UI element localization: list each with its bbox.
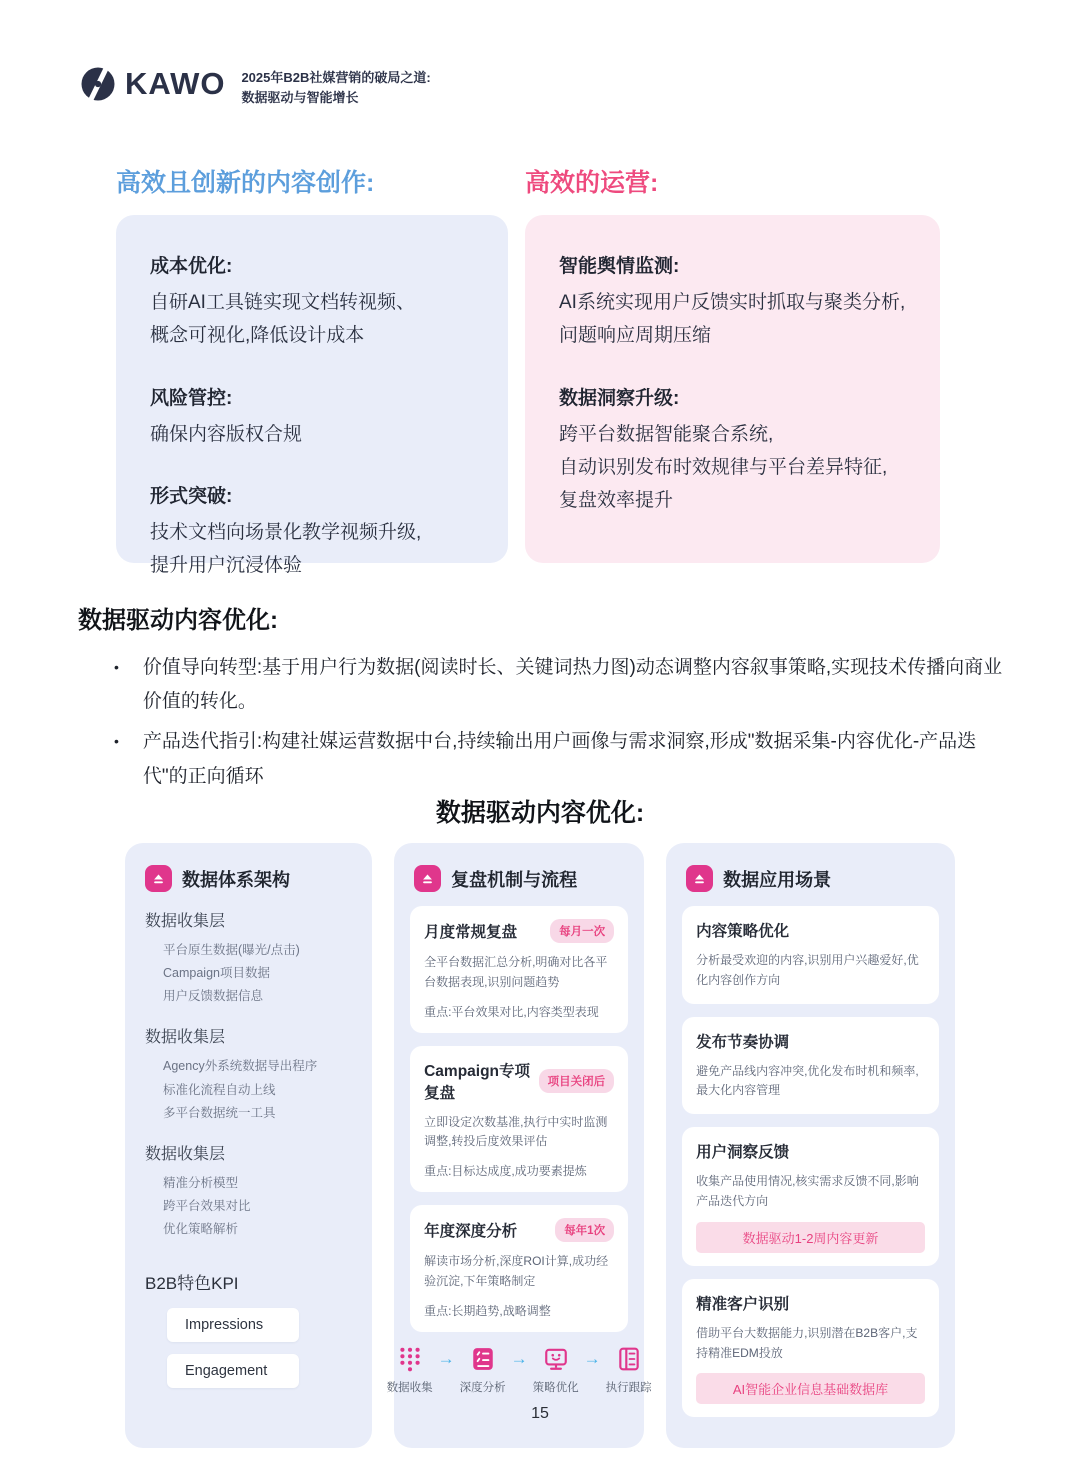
- block-heading: 成本优化:: [150, 256, 233, 277]
- subcard-title: 月度常规复盘: [424, 924, 518, 941]
- subcard-title: 精准客户识别: [696, 1295, 790, 1313]
- eject-icon: [686, 865, 713, 892]
- layer-item: 精准分析模型: [163, 1175, 239, 1190]
- data-application-card: [666, 843, 955, 1448]
- frequency-badge: 项目关闭后: [539, 1069, 615, 1093]
- subcard-focus: 重点:目标达成度,成功要素提炼: [424, 1164, 587, 1179]
- block-line: 技术文档向场景化教学视频升级,: [150, 521, 422, 543]
- kpi-pill: Engagement: [167, 1354, 299, 1388]
- subcard-head: [424, 1059, 614, 1103]
- subcard-body: 全平台数据汇总分析,明确对比各平台数据表现,识别问题趋势: [424, 955, 608, 989]
- subcard-title: 发布节奏协调: [696, 1033, 790, 1051]
- data-driven-section: [78, 600, 1013, 800]
- review-process-card: [386, 843, 652, 1448]
- subcard-body: 立即设定次数基准,执行中实时监测调整,转投后度效果评估: [424, 1114, 608, 1149]
- highlight-bar: AI智能企业信息基础数据库: [696, 1373, 925, 1404]
- eject-icon: [414, 865, 441, 892]
- flow-step-label: 策略优化: [532, 1381, 579, 1394]
- block-line: 概念可视化,降低设计成本: [150, 325, 365, 347]
- subcard-title: 年度深度分析: [424, 1223, 518, 1241]
- document-icon: [616, 1346, 642, 1372]
- kpi-heading: B2B特色KPI: [145, 1274, 239, 1294]
- block-line: 复盘效率提升: [559, 490, 674, 511]
- cost-optimization-block: [150, 251, 474, 353]
- risk-control-block: [150, 383, 474, 451]
- content-creation-column: [116, 163, 508, 576]
- publishing-rhythm-subcard: [682, 1017, 939, 1115]
- card-header: [686, 865, 939, 892]
- block-line: 自动识别发布时效规律与平台差异特征,: [559, 456, 888, 478]
- flow-step-label: 执行跟踪: [605, 1381, 652, 1394]
- subcard-head: [424, 1218, 614, 1242]
- operations-title: 高效的运营:: [525, 169, 659, 197]
- block-heading: 形式突破:: [150, 485, 233, 507]
- highlight-bar: 数据驱动1-2周内容更新: [696, 1222, 925, 1253]
- operations-column: [525, 163, 940, 563]
- subtitle-line1: 2025年B2B社媒营销的破局之道:: [241, 70, 431, 85]
- bullet-dot-icon: •: [114, 659, 119, 675]
- report-subtitle: [241, 66, 430, 108]
- layer-heading: 数据收集层: [145, 913, 226, 930]
- user-insight-subcard: [682, 1127, 939, 1266]
- arrow-right-icon: →: [583, 1348, 601, 1368]
- card-header: [145, 865, 356, 892]
- layer-heading: 数据收集层: [145, 1145, 226, 1163]
- layer-item: 标准化流程自动上线: [163, 1082, 276, 1097]
- card-title: 复盘机制与流程: [451, 869, 578, 890]
- bullet-dot-icon: •: [114, 733, 119, 750]
- frequency-badge: 每月一次: [550, 919, 614, 943]
- subcard-title: 内容策略优化: [696, 923, 790, 940]
- subcard-title: 用户洞察反馈: [696, 1144, 790, 1162]
- subcard-body: 收集产品使用情况,核实需求反馈不同,影响产品迭代方向: [696, 1174, 919, 1208]
- operations-card: [525, 215, 940, 563]
- customer-identification-subcard: [682, 1279, 939, 1418]
- content-creation-card: [116, 215, 508, 576]
- arrow-right-icon: →: [510, 1348, 528, 1368]
- kawo-logo-icon: [80, 66, 116, 102]
- flow-step-label: 数据收集: [386, 1381, 433, 1394]
- content-creation-title: 高效且创新的内容创作:: [116, 169, 375, 197]
- card-title: 数据体系架构: [182, 869, 290, 890]
- layer-item: 优化策略解析: [163, 1222, 239, 1236]
- layer-item: 平台原生数据(曝光/点击): [163, 943, 300, 957]
- subcard-focus: 重点:平台效果对比,内容类型表现: [424, 1004, 599, 1019]
- layer-item: Campaign项目数据: [163, 966, 270, 981]
- subcard-title: Campaign专项复盘: [424, 1062, 531, 1102]
- block-heading: 数据洞察升级:: [559, 387, 680, 409]
- layer-item: Agency外系统数据导出程序: [163, 1059, 318, 1074]
- flow-step: [387, 1346, 433, 1395]
- kpi-pill: Impressions: [167, 1308, 299, 1342]
- format-breakthrough-block: [150, 481, 474, 583]
- block-line: 确保内容版权合规: [150, 423, 303, 445]
- frequency-badge: 每年1次: [555, 1218, 614, 1242]
- monthly-review-subcard: [410, 906, 628, 1033]
- dots-grid-icon: [397, 1346, 423, 1372]
- layer-item: 用户反馈数据信息: [163, 989, 264, 1004]
- subcard-body: 分析最受欢迎的内容,识别用户兴趣爱好,优化内容创作方向: [696, 953, 919, 987]
- block-line: 提升用户沉浸体验: [150, 555, 303, 576]
- block-heading: 智能舆情监测:: [559, 256, 680, 277]
- bullet-item: [78, 725, 1013, 793]
- eject-icon: [145, 865, 172, 892]
- bullet-text: 价值导向转型:基于用户行为数据(阅读时长、关键词热力图)动态调整内容叙事策略,实现技术传播向商业价值的转化。: [142, 657, 1003, 713]
- data-driven-section-title: 数据驱动内容优化:: [78, 607, 278, 634]
- block-line: 自研AI工具链实现文档转视频、: [150, 292, 415, 313]
- layer-item: 多平台数据统一工具: [163, 1105, 276, 1120]
- logo-text: KAWO: [125, 66, 226, 101]
- flow-step: [533, 1346, 579, 1395]
- campaign-review-subcard: [410, 1046, 628, 1193]
- data-architecture-card: [125, 843, 372, 1448]
- subcard-body: 解读市场分析,深度ROI计算,成功经验沉淀,下年策略制定: [424, 1254, 609, 1288]
- flow-step: [460, 1346, 506, 1395]
- data-insight-block: [559, 383, 906, 518]
- card-title: 数据应用场景: [723, 869, 832, 890]
- block-line: AI系统实现用户反馈实时抓取与聚类分析,: [559, 292, 906, 313]
- flow-step-label: 深度分析: [459, 1381, 506, 1394]
- arrow-right-icon: →: [437, 1348, 455, 1368]
- subtitle-line2: 数据驱动与智能增长: [241, 90, 359, 106]
- page-header: [80, 66, 431, 108]
- layer-item: 跨平台效果对比: [163, 1198, 251, 1213]
- page-number: 15: [531, 1405, 549, 1422]
- subcard-body: 避免产品线内容冲突,优化发布时机和频率,最大化内容管理: [696, 1063, 919, 1098]
- card-header: [414, 865, 628, 892]
- cards-row: [125, 843, 955, 1448]
- layer-heading: 数据收集层: [145, 1029, 226, 1047]
- flow-step: [606, 1346, 652, 1395]
- subcard-body: 借助平台大数据能力,识别潜在B2B客户,支持精准EDM投放: [696, 1325, 918, 1360]
- block-line: 跨平台数据智能聚合系统,: [559, 423, 774, 445]
- monitor-icon: [543, 1346, 569, 1372]
- checklist-icon: [470, 1346, 496, 1372]
- block-line: 问题响应周期压缩: [559, 325, 712, 347]
- annual-analysis-subcard: [410, 1205, 628, 1332]
- subcard-head: [424, 919, 614, 943]
- subcard-focus: 重点:长期趋势,战略调整: [424, 1303, 551, 1318]
- cards-section-title: 数据驱动内容优化:: [435, 799, 645, 827]
- bullet-item: [78, 651, 1013, 719]
- bullet-text: 产品迭代指引:构建社媒运营数据中台,持续输出用户画像与需求洞察,形成"数据采集-内容优化-产品迭代"的正向循环: [142, 731, 977, 787]
- content-strategy-subcard: [682, 906, 939, 1004]
- block-heading: 风险管控:: [150, 387, 233, 409]
- kawo-logo: [80, 66, 225, 102]
- process-flow: [386, 1346, 652, 1395]
- sentiment-monitoring-block: [559, 251, 906, 353]
